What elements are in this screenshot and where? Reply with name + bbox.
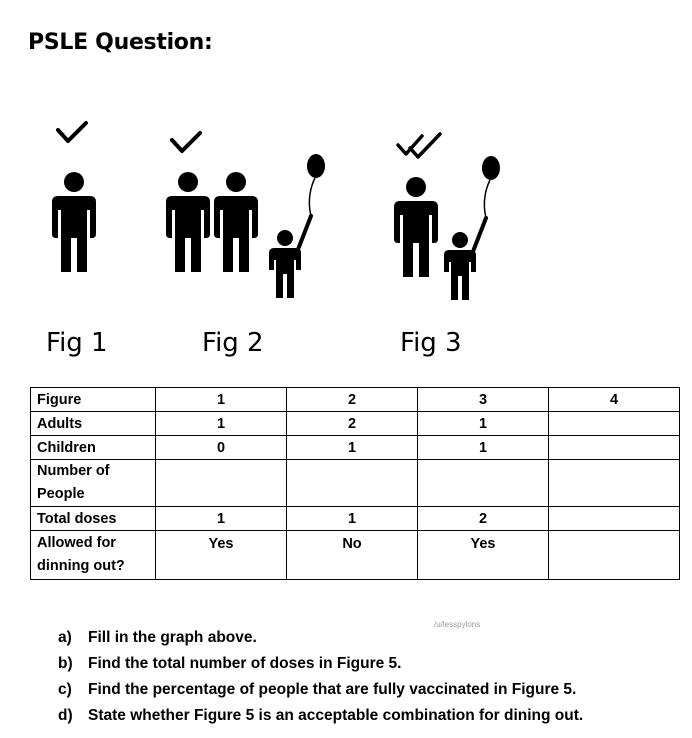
table-cell: [287, 460, 418, 507]
table-cell: 1: [287, 507, 418, 531]
table-cell: 1: [418, 436, 549, 460]
table-cell: 2: [287, 388, 418, 412]
table-cell: 4: [549, 388, 680, 412]
row-header: Number of People: [31, 460, 156, 507]
row-header: Allowed for dinning out?: [31, 531, 156, 580]
check-icon: [172, 133, 200, 151]
table-cell: 1: [156, 388, 287, 412]
table-cell: [549, 460, 680, 507]
row-header: Figure: [31, 388, 156, 412]
data-table: [30, 387, 680, 580]
table-cell: Yes: [418, 531, 549, 580]
question-marker: b): [58, 655, 73, 672]
list-item: [58, 703, 583, 729]
table-cell: 3: [418, 388, 549, 412]
table-row: [31, 507, 680, 531]
table-cell: [549, 531, 680, 580]
table-cell: [549, 436, 680, 460]
check-icon: [58, 123, 86, 141]
question-marker: d): [58, 707, 73, 724]
table-row: [31, 460, 680, 507]
figure-label-2: Fig 2: [202, 328, 264, 358]
table-row: [31, 412, 680, 436]
list-item: [58, 677, 583, 703]
illustration: [0, 110, 692, 310]
list-item: [58, 651, 583, 677]
row-header: Total doses: [31, 507, 156, 531]
table-cell: Yes: [156, 531, 287, 580]
table-cell: 1: [418, 412, 549, 436]
question-text: Find the percentage of people that are fully vaccinated in Figure 5.: [88, 681, 577, 698]
table-row: [31, 531, 680, 580]
figure-label-1: Fig 1: [46, 328, 108, 358]
table-cell: 0: [156, 436, 287, 460]
child-with-balloon-icon: [269, 154, 325, 298]
table-cell: 1: [156, 507, 287, 531]
page-title: PSLE Question:: [28, 30, 213, 55]
table-row: [31, 436, 680, 460]
double-check-icon: [398, 134, 440, 157]
question-text: Find the total number of doses in Figure 5.: [88, 655, 402, 672]
child-with-balloon-icon: [444, 156, 500, 300]
figure-label-3: Fig 3: [400, 328, 462, 358]
adult-icon: [214, 172, 258, 272]
table-cell: 2: [287, 412, 418, 436]
table-row: [31, 388, 680, 412]
table-cell: [418, 460, 549, 507]
watermark: /u/lesspylons: [434, 620, 481, 629]
adult-icon: [166, 172, 210, 272]
table-cell: [156, 460, 287, 507]
row-header: Adults: [31, 412, 156, 436]
table-cell: 1: [287, 436, 418, 460]
list-item: [58, 625, 583, 651]
row-header: Children: [31, 436, 156, 460]
question-list: [58, 625, 583, 729]
table-cell: [549, 507, 680, 531]
table-cell: [549, 412, 680, 436]
question-marker: a): [58, 629, 72, 646]
adult-icon: [52, 172, 96, 272]
table-cell: 2: [418, 507, 549, 531]
table-cell: 1: [156, 412, 287, 436]
table-cell: No: [287, 531, 418, 580]
question-text: State whether Figure 5 is an acceptable combination for dining out.: [88, 707, 584, 724]
question-marker: c): [58, 681, 72, 698]
adult-icon: [394, 177, 438, 277]
question-text: Fill in the graph above.: [88, 629, 257, 646]
